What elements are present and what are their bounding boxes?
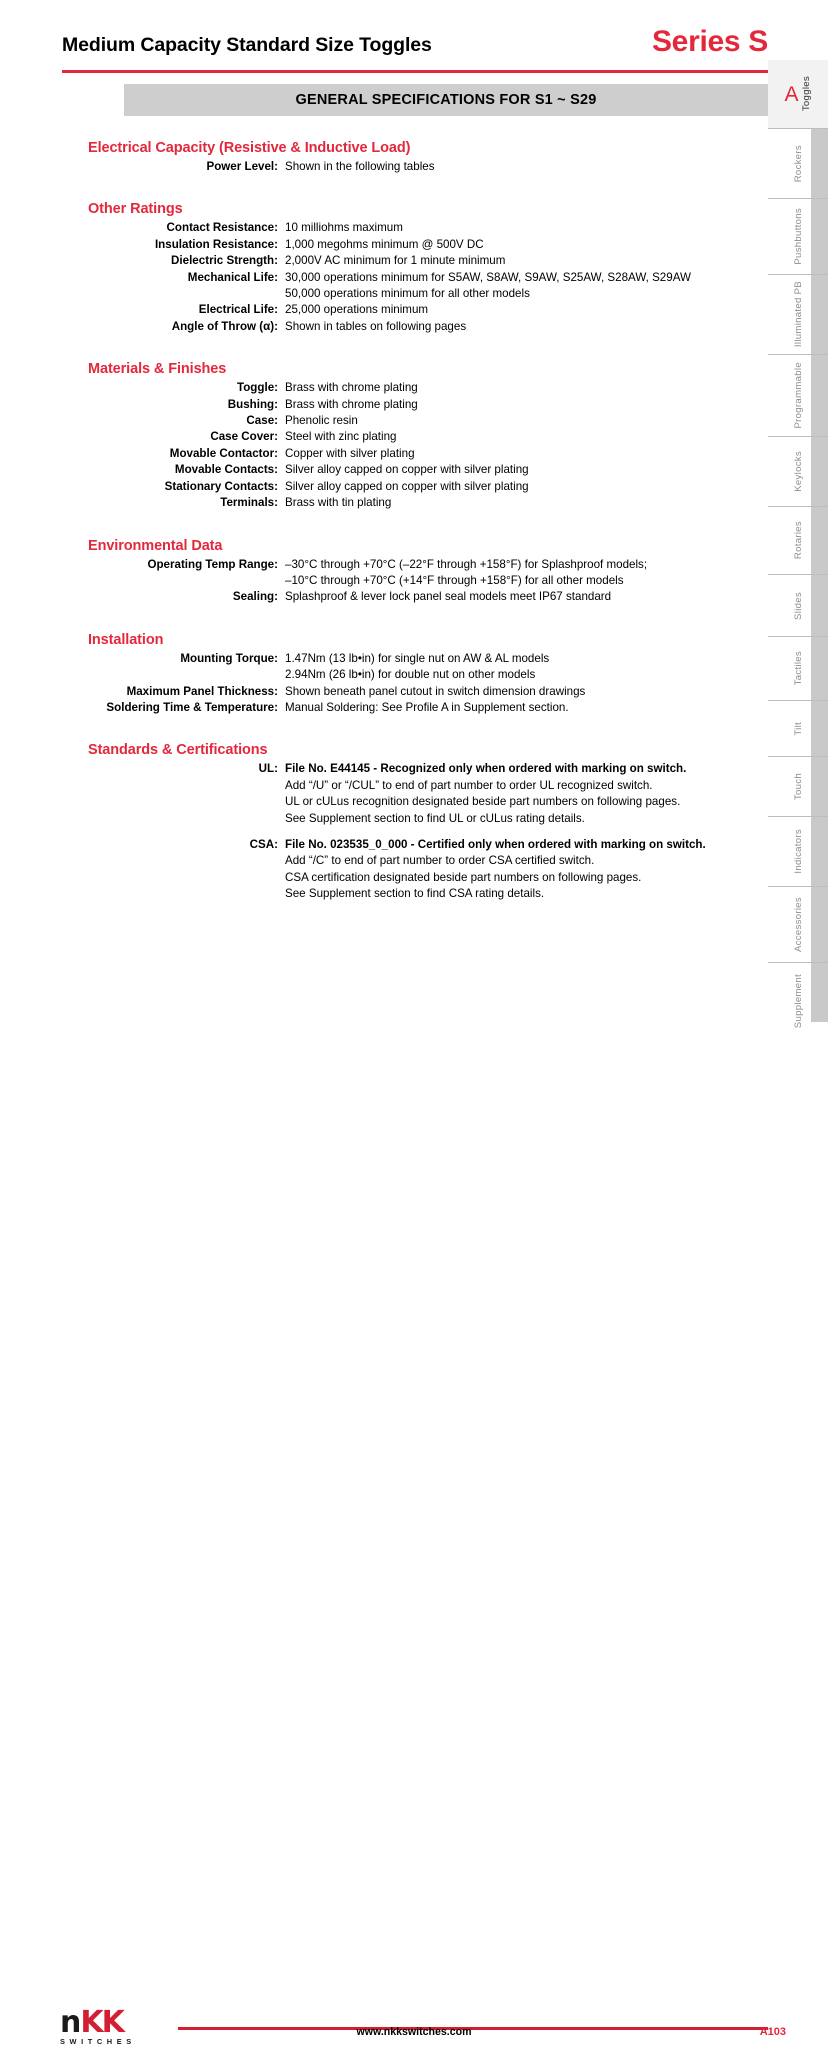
spec-row bbox=[0, 870, 772, 886]
spec-section-title: Environmental Data bbox=[88, 537, 223, 554]
spec-section-title: Other Ratings bbox=[88, 201, 183, 218]
section-spacer bbox=[0, 716, 772, 742]
spec-label: Mounting Torque: bbox=[180, 651, 278, 665]
tab-indicators[interactable] bbox=[768, 816, 828, 886]
spec-label: Case Cover: bbox=[210, 430, 278, 444]
section-spacer bbox=[0, 903, 772, 929]
page-footer bbox=[0, 998, 828, 2046]
spec-row bbox=[0, 761, 772, 777]
spec-value: 50,000 operations minimum for all other models bbox=[285, 287, 530, 301]
tab-touch[interactable] bbox=[768, 756, 828, 816]
spec-value: 2,000V AC minimum for 1 minute minimum bbox=[285, 254, 506, 268]
spec-row bbox=[0, 159, 772, 175]
tab-pushbuttons[interactable] bbox=[768, 198, 828, 274]
section-spacer bbox=[0, 175, 772, 201]
spec-row-group bbox=[0, 761, 772, 902]
tab-rotaries[interactable] bbox=[768, 506, 828, 574]
spec-label: Movable Contactor: bbox=[169, 446, 278, 460]
spec-row bbox=[0, 794, 772, 810]
spec-value: Shown in tables on following pages bbox=[285, 319, 467, 333]
spec-row bbox=[0, 573, 772, 589]
spec-row bbox=[0, 589, 772, 605]
spec-section bbox=[0, 361, 772, 511]
spec-value: Brass with tin plating bbox=[285, 496, 392, 510]
spec-row bbox=[0, 429, 772, 445]
spec-section-title: Installation bbox=[88, 631, 164, 648]
tab-label: Tactiles bbox=[792, 651, 804, 686]
section-spacer bbox=[0, 512, 772, 538]
spec-row-group bbox=[0, 651, 772, 717]
spec-label: Electrical Life: bbox=[198, 303, 278, 317]
logo-letters-kk: KK bbox=[80, 2005, 123, 2040]
spec-row bbox=[0, 446, 772, 462]
spec-value: UL or cULus recognition designated beside part numbers on following pages. bbox=[285, 795, 681, 809]
banner-label: GENERAL SPECIFICATIONS FOR S1 ~ S29 bbox=[295, 92, 597, 108]
spec-value: Add “/C” to end of part number to order CSA certified switch. bbox=[285, 854, 595, 868]
spec-row bbox=[0, 651, 772, 667]
tab-label: Supplement bbox=[792, 974, 804, 1029]
spec-row-group bbox=[0, 159, 772, 175]
spec-row bbox=[0, 286, 772, 302]
category-tab-rail bbox=[768, 60, 828, 1029]
spacer bbox=[0, 827, 772, 837]
spec-row bbox=[0, 853, 772, 869]
tab-rockers[interactable] bbox=[768, 128, 828, 198]
spec-value: See Supplement section to find UL or cULus rating details. bbox=[285, 811, 585, 825]
spec-row-group bbox=[0, 220, 772, 335]
spec-section bbox=[0, 140, 772, 175]
series-title: Series S bbox=[651, 25, 768, 58]
specifications-banner bbox=[124, 84, 768, 116]
spec-section-title: Electrical Capacity (Resistive & Inductive Load) bbox=[88, 140, 411, 156]
spec-value: 30,000 operations minimum for S5AW, S8AW, S9AW, S25AW, S28AW, S29AW bbox=[285, 270, 691, 284]
spec-row bbox=[0, 684, 772, 700]
spec-row bbox=[0, 413, 772, 429]
spec-value: CSA certification designated beside part numbers on following pages. bbox=[285, 870, 642, 884]
tab-label: Slides bbox=[792, 591, 804, 620]
spec-row bbox=[0, 270, 772, 286]
spec-value: See Supplement section to find CSA rating details. bbox=[285, 887, 545, 901]
spec-label: UL: bbox=[258, 762, 278, 776]
spec-label: Insulation Resistance: bbox=[154, 237, 278, 251]
header-divider bbox=[62, 70, 768, 73]
spec-value: 1.47Nm (13 lb•in) for single nut on AW & AL models bbox=[285, 651, 550, 665]
tab-label: Tilt bbox=[792, 721, 804, 736]
spec-label: Angle of Throw (α): bbox=[171, 319, 278, 333]
spec-row bbox=[0, 886, 772, 902]
spec-section bbox=[0, 742, 772, 902]
spec-value: –10°C through +70°C (+14°F through +158°F) for all other models bbox=[285, 573, 624, 587]
spec-label: Movable Contacts: bbox=[174, 463, 278, 477]
spec-value: 10 milliohms maximum bbox=[285, 221, 403, 235]
tab-tilt[interactable] bbox=[768, 700, 828, 756]
spec-label: Toggle: bbox=[237, 381, 278, 395]
specifications-body bbox=[0, 140, 772, 929]
footer-website-url[interactable]: www.nkkswitches.com bbox=[356, 2026, 472, 2038]
tab-illuminated-pb[interactable] bbox=[768, 274, 828, 354]
spec-value: 25,000 operations minimum bbox=[285, 303, 429, 317]
tab-label: Accessories bbox=[792, 896, 804, 953]
spec-label: Dielectric Strength: bbox=[171, 254, 278, 268]
spec-label: Contact Resistance: bbox=[166, 221, 278, 235]
spec-row bbox=[0, 700, 772, 716]
spec-value: Steel with zinc plating bbox=[285, 430, 397, 444]
tab-accessories[interactable] bbox=[768, 886, 828, 962]
spec-row bbox=[0, 811, 772, 827]
spec-section-title: Standards & Certifications bbox=[88, 742, 268, 759]
active-section-letter: A bbox=[784, 82, 799, 106]
spec-value: Silver alloy capped on copper with silver plating bbox=[285, 463, 529, 477]
tab-label: Indicators bbox=[792, 829, 804, 874]
spec-value: Phenolic resin bbox=[285, 414, 358, 428]
spec-value: Add “/U” or “/CUL” to end of part number to order UL recognized switch. bbox=[285, 778, 653, 792]
spec-value: Brass with chrome plating bbox=[285, 397, 418, 411]
spec-label: Mechanical Life: bbox=[187, 270, 278, 284]
spec-label: Power Level: bbox=[206, 160, 278, 173]
spec-label: Terminals: bbox=[220, 496, 278, 510]
spec-row-group bbox=[0, 557, 772, 606]
spec-row bbox=[0, 667, 772, 683]
section-spacer bbox=[0, 606, 772, 632]
spec-row bbox=[0, 479, 772, 495]
spec-value: 1,000 megohms minimum @ 500V DC bbox=[285, 237, 484, 251]
spec-row bbox=[0, 302, 772, 318]
spec-section-title: Materials & Finishes bbox=[88, 361, 227, 378]
page-title: Medium Capacity Standard Size Toggles bbox=[62, 34, 432, 56]
spec-row bbox=[0, 237, 772, 253]
tab-label: Touch bbox=[792, 772, 804, 801]
page-header bbox=[62, 25, 768, 80]
spec-label: Bushing: bbox=[227, 397, 278, 411]
spec-row bbox=[0, 380, 772, 396]
tab-label: Illuminated PB bbox=[792, 281, 804, 348]
tab-slides[interactable] bbox=[768, 574, 828, 636]
spec-label: Soldering Time & Temperature: bbox=[106, 700, 278, 714]
tab-label: Rotaries bbox=[792, 521, 804, 560]
spec-value: –30°C through +70°C (–22°F through +158°F) for Splashproof models; bbox=[285, 557, 648, 571]
tab-label: Rockers bbox=[792, 144, 804, 183]
spec-row bbox=[0, 837, 772, 853]
spec-value: Splashproof & lever lock panel seal models meet IP67 standard bbox=[285, 590, 612, 604]
spec-value: File No. 023535_0_000 - Certified only when ordered with marking on switch. bbox=[285, 837, 706, 851]
page-number: A103 bbox=[759, 2026, 786, 2038]
spec-label: Case: bbox=[246, 414, 278, 428]
spec-value: Silver alloy capped on copper with silver plating bbox=[285, 479, 529, 493]
tab-label: Programmable bbox=[792, 362, 804, 429]
tab-label: Pushbuttons bbox=[792, 208, 804, 265]
spec-row-group bbox=[0, 380, 772, 511]
spec-value: Brass with chrome plating bbox=[285, 381, 418, 395]
spec-value: Manual Soldering: See Profile A in Supplement section. bbox=[285, 700, 569, 714]
spec-row bbox=[0, 557, 772, 573]
logo-letter-n: n bbox=[60, 2005, 81, 2040]
spec-value: File No. E44145 - Recognized only when ordered with marking on switch. bbox=[285, 762, 687, 776]
logo-tagline: SWITCHES bbox=[60, 2037, 136, 2046]
tab-programmable[interactable] bbox=[768, 354, 828, 436]
spec-label: Maximum Panel Thickness: bbox=[126, 684, 278, 698]
spec-value: 2.94Nm (26 lb•in) for double nut on other models bbox=[285, 668, 536, 682]
spec-row bbox=[0, 778, 772, 794]
tab-label: Toggles bbox=[800, 76, 812, 112]
tab-keylocks[interactable] bbox=[768, 436, 828, 506]
tab-toggles[interactable] bbox=[768, 60, 828, 128]
spec-row bbox=[0, 462, 772, 478]
spec-value: Copper with silver plating bbox=[285, 446, 415, 460]
spec-label: Sealing: bbox=[232, 590, 278, 604]
spec-section bbox=[0, 632, 772, 717]
spec-value: Shown in the following tables bbox=[285, 160, 435, 173]
spec-row bbox=[0, 220, 772, 236]
section-spacer bbox=[0, 335, 772, 361]
spec-row bbox=[0, 319, 772, 335]
tab-label: Keylocks bbox=[792, 451, 804, 492]
spec-label: Stationary Contacts: bbox=[164, 479, 278, 493]
spec-row bbox=[0, 397, 772, 413]
tab-tactiles[interactable] bbox=[768, 636, 828, 700]
spec-label: CSA: bbox=[249, 837, 278, 851]
spec-section bbox=[0, 201, 772, 335]
spec-label: Operating Temp Range: bbox=[147, 557, 278, 571]
spec-row bbox=[0, 253, 772, 269]
spec-row bbox=[0, 495, 772, 511]
spec-section bbox=[0, 538, 772, 606]
spec-value: Shown beneath panel cutout in switch dimension drawings bbox=[285, 684, 586, 698]
